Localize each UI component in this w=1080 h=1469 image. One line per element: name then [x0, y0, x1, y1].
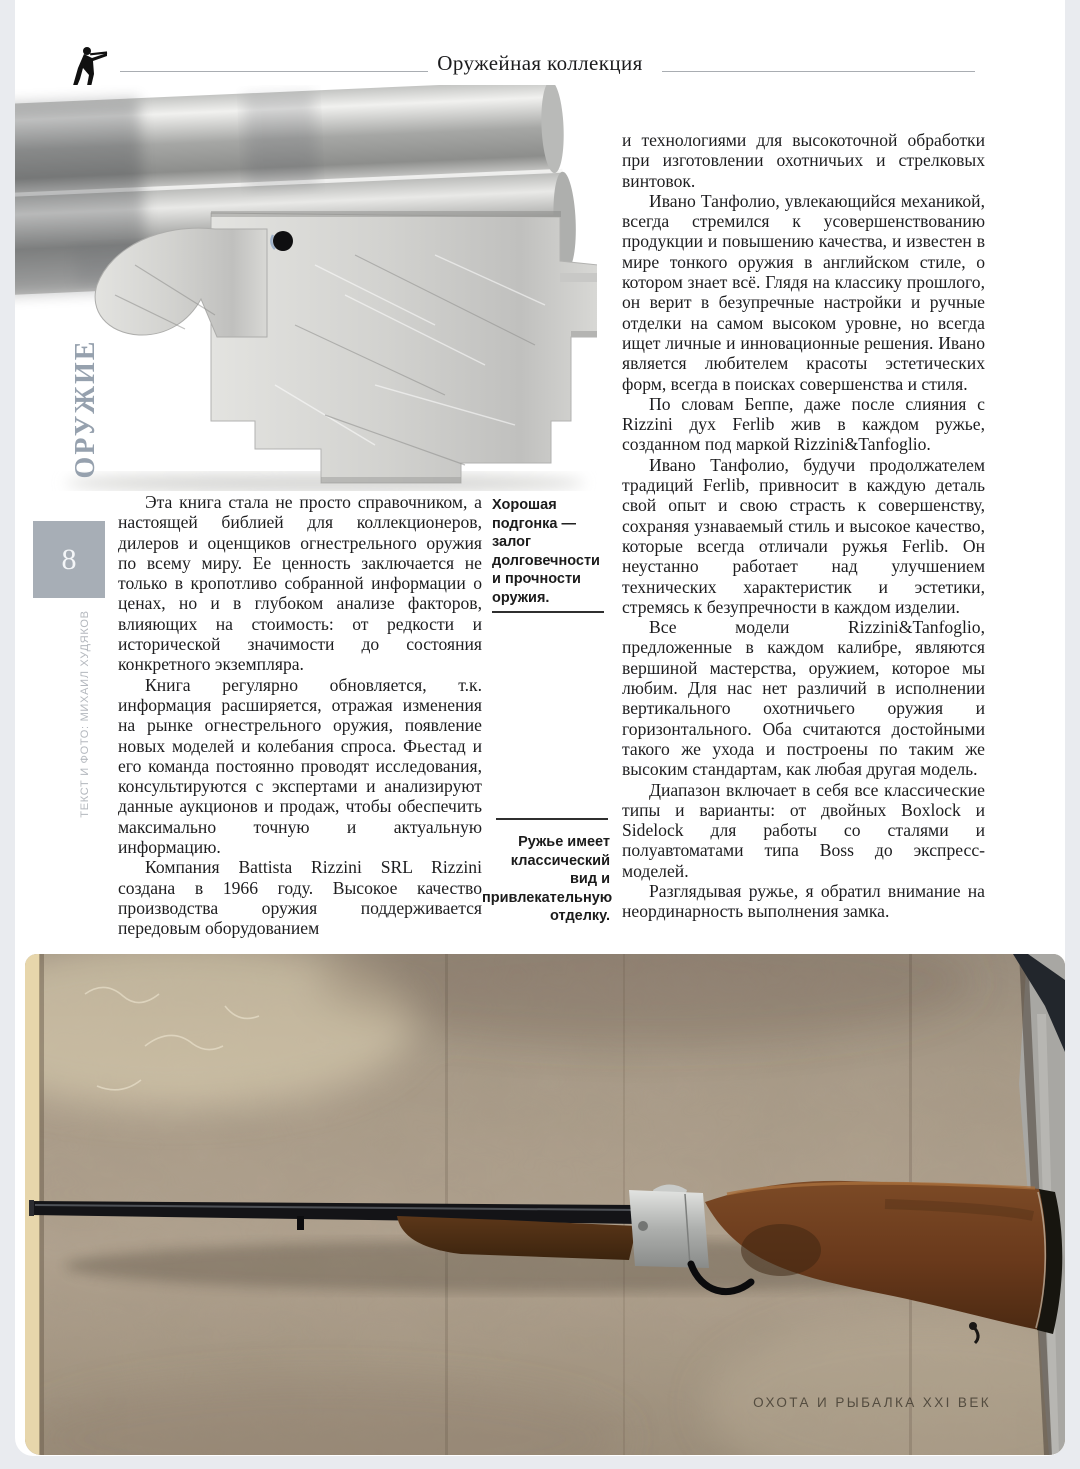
section-title: Оружейная коллекция — [437, 51, 643, 75]
article-paragraph: Ивано Танфолио, увлекающийся механикой, всегда стремился к усовершенствованию продукции и повышению качества, и известен в мире тонкого оружия в английском стиле, о котором знает всё. Глядя на классику прошлого, он верит в безупречные настройки и ручные отделки на самом высоком уровне, но всегда ищет личные и инновационные решения. Ивано является любителем красоты эстетических форм, всегда в поисках совершенства и стиля. — [622, 190, 985, 394]
shotgun-photo — [25, 954, 1065, 1455]
article-paragraph: Эта книга стала не просто справочником, а настоящей библией для коллекционеров, дилеров и оценщиков огнестрельного оружия по всему миру. Ее ценность заключается не только в кропотливо собранной информации о ценах, но и в глубоком анализе факторов, влияющих на стоимость: от редкости и исторической значимости до состояния конкретного экземпляра. — [118, 492, 482, 675]
pull-quote-rule — [492, 611, 604, 613]
magazine-name-watermark: ОХОТА И РЫБАЛКА XXI ВЕК — [753, 1395, 991, 1410]
section-label-vertical: ОРУЖИЕ — [70, 339, 101, 479]
photo-credit-vertical: ТЕКСТ И ФОТО: МИХАИЛ ХУДЯКОВ — [79, 610, 91, 818]
article-paragraph: Все модели Rizzini&Tanfoglio, предложенные в каждом калибре, являются вершиной мастерства, оружием, которое мы любим. Для нас нет различий в исполнении вертикального охотничьего оружия и горизонтального. Оба считаются достойными такого же ухода и построены по таким же высоким стандартам, как любая другая модель. — [622, 617, 985, 780]
header-rule-right — [662, 71, 975, 72]
pull-quote-rule — [496, 818, 608, 820]
article-paragraph: Книга регулярно обновляется, т.к. информация расширяется, отражая изменения на рынке огнестрельного оружия, появление новых моделей и колебания спроса. Фьестад и его команда постоянно проводят исследования, консультируются с экспертами и анализируют данные аукционов и продаж, чтобы обеспечить максимально точную и актуальную информацию. — [118, 674, 482, 858]
article-paragraph: и технологиями для высокоточной обработки при изготовлении охотничьих и стрелковых винтовок. — [622, 130, 985, 191]
pull-quote-bottom: Ружье имеет классический вид и привлекательную отделку. — [482, 834, 613, 925]
pull-quote-top: Хорошая подгонка — залог долговечности и прочности оружия. — [492, 497, 600, 606]
magazine-page — [15, 0, 1065, 1456]
article-paragraph: По словам Беппе, даже после слияния с Rizzini дух Ferlib жив в каждом ружье, созданном под маркой Rizzini&Tanfoglio. — [622, 393, 985, 455]
article-column-left — [118, 492, 482, 939]
article-paragraph: Ивано Танфолио, будучи продолжателем традиций Ferlib, привносит в каждую деталь свой опыт и свою страсть к совершенству, сохраняя узнаваемый стиль и высокое качество, которые всегда отличали ружья Ferlib. Он неустанно работает над улучшением технических характеристик и эстетики, стремясь к безупречности в каждом изделии. — [622, 454, 985, 617]
article-paragraph: Компания Battista Rizzini SRL Rizzini создана в 1966 году. Высокое качество производства оружия поддерживается передовым оборудованием — [118, 857, 482, 939]
article-paragraph: Диапазон включает в себя все классические типы и варианты: от двойных Boxlock и Sidelock для работы со сталями и полуавтоматами типа Boss до экспресс-моделей. — [622, 779, 985, 881]
article-column-right — [622, 130, 985, 922]
article-paragraph: Разглядывая ружье, я обратил внимание на неординарность выполнения замка. — [622, 880, 985, 922]
page-number-badge: 8 — [33, 521, 105, 598]
